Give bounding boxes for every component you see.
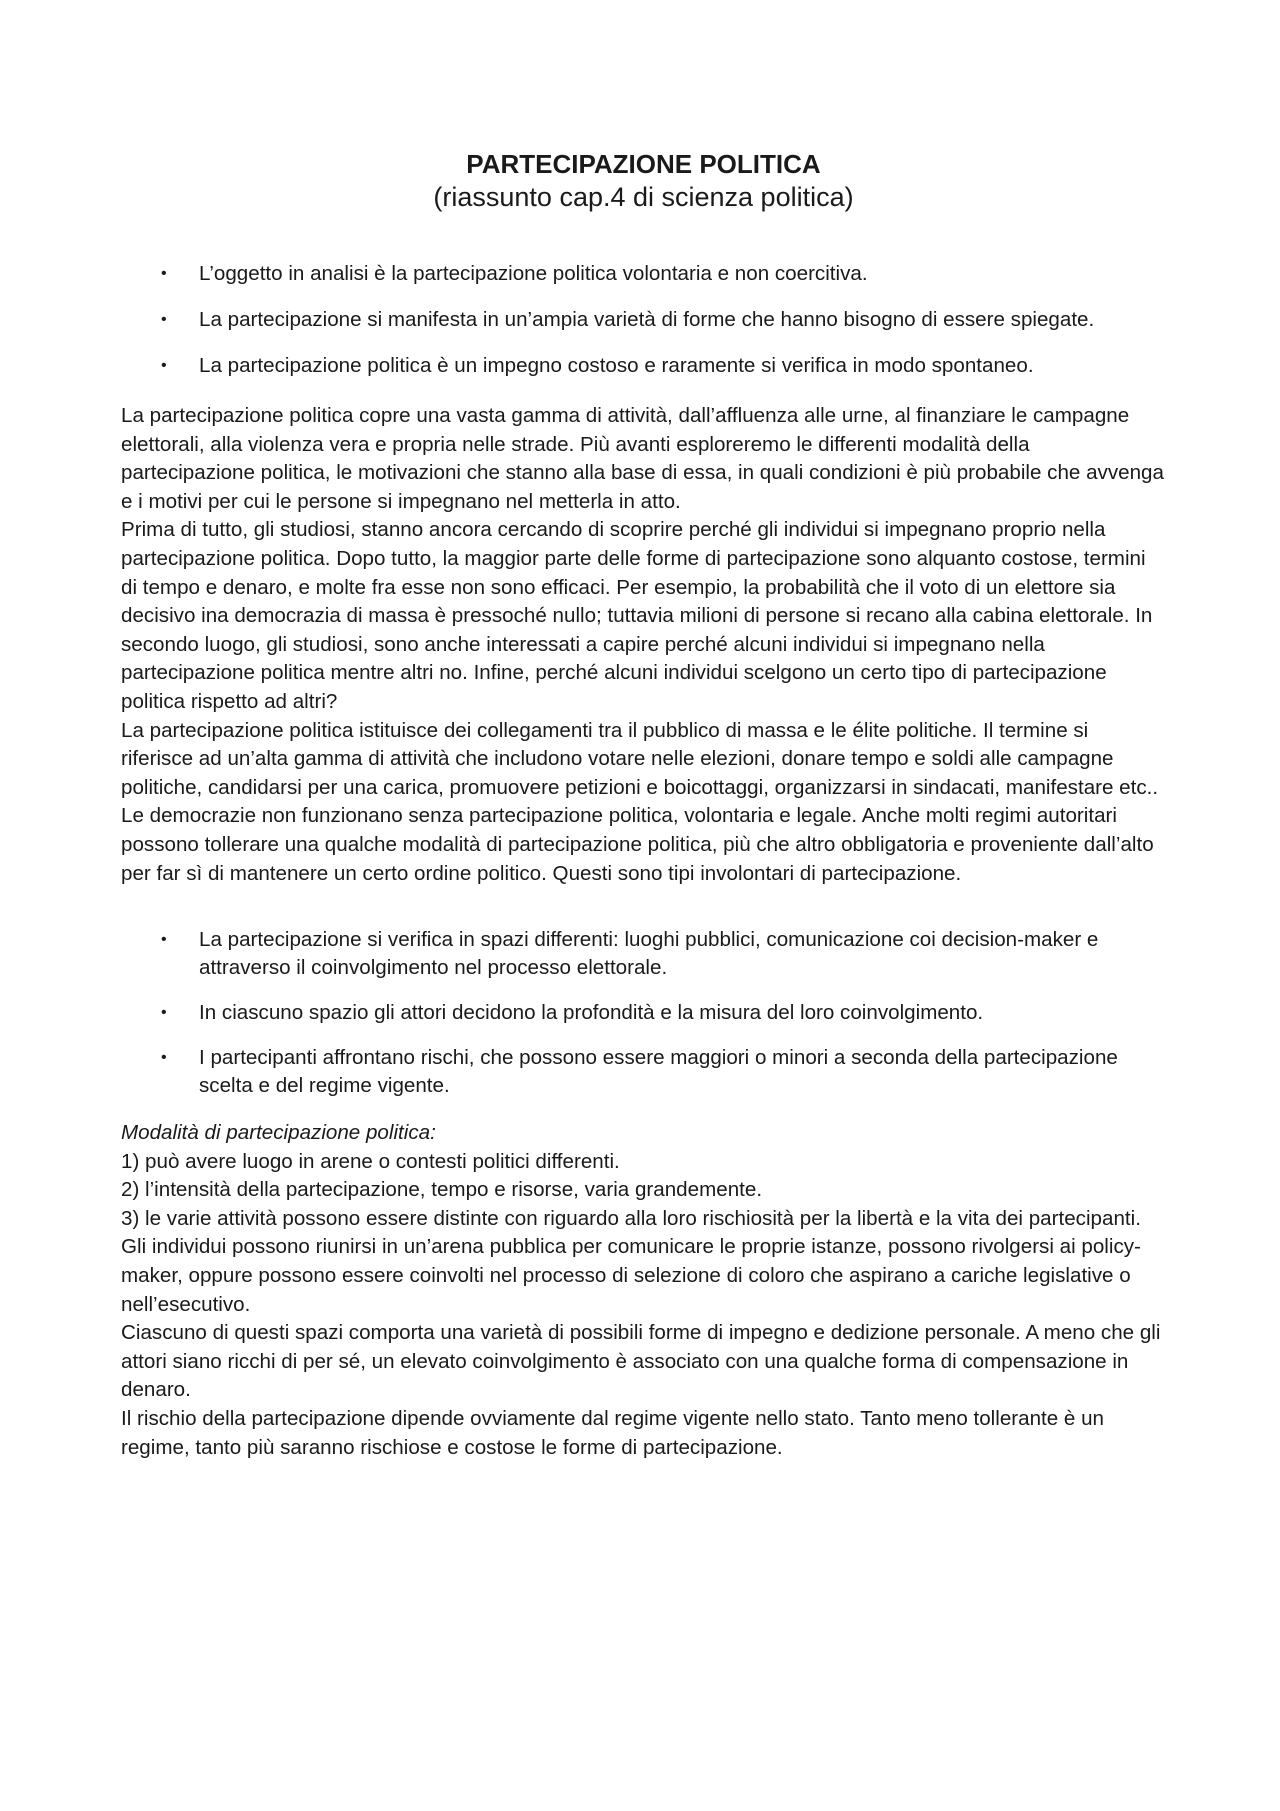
bullet-icon: • xyxy=(161,1004,167,1022)
list-item: • I partecipanti affrontano rischi, che possono essere maggiori o minori a seconda della partecipazione scelta e del regime vigente. xyxy=(161,1046,1118,1098)
page-title: PARTECIPAZIONE POLITICA xyxy=(466,149,821,179)
numbered-item: 1) può avere luogo in arene o contesti politici differenti. xyxy=(121,1149,620,1173)
bullet-list-2 xyxy=(121,926,1166,1100)
paragraph: Gli individui possono riunirsi in un’arena pubblica per comunicare le proprie istanze, possono rivolgersi ai policy-maker, oppure possono essere coinvolti nel processo di selezione di coloro che aspirano a cariche legislative o nell’esecutivo. xyxy=(121,1235,1141,1316)
numbered-item: 2) l’intensità della partecipazione, tempo e risorse, varia grandemente. xyxy=(121,1178,763,1202)
bullet-list-1 xyxy=(121,260,1166,380)
document-page xyxy=(121,148,1166,1462)
list-item: • La partecipazione si verifica in spazi differenti: luoghi pubblici, comunicazione coi decision-maker e attraverso il coinvolgimento nel processo elettorale. xyxy=(161,928,1099,980)
paragraph: Il rischio della partecipazione dipende ovviamente dal regime vigente nello stato. Tanto meno tollerante è un regime, tanto più saranno rischiose e costose le forme di partecipazione. xyxy=(121,1407,1105,1459)
paragraph: La partecipazione politica copre una vasta gamma di attività, dall’affluenza alle urne, al finanziare le campagne elettorali, alla violenza vera e propria nelle strade. Più avanti esploreremo le differenti modalità della partecipazione politica, le motivazioni che stanno alla base di essa, in quali condizioni è più probabile che avvenga e i motivi per cui le persone si impegnano nel metterla in atto. xyxy=(121,404,1164,513)
paragraph: Ciascuno di questi spazi comporta una varietà di possibili forme di impegno e dedizione personale. A meno che gli attori siano ricchi di per sé, un elevato coinvolgimento è associato con una qualche forma di compensazione in denaro. xyxy=(121,1321,1161,1402)
bullet-icon: • xyxy=(161,1049,167,1067)
bullet-icon: • xyxy=(161,357,167,374)
page-subtitle: (riassunto cap.4 di scienza politica) xyxy=(433,182,854,212)
section-heading: Modalità di partecipazione politica: xyxy=(121,1121,436,1145)
list-item: • La partecipazione si manifesta in un’ampia varietà di forme che hanno bisogno di essere spiegate. xyxy=(199,306,1166,334)
bullet-icon: • xyxy=(161,311,167,328)
paragraph: La partecipazione politica istituisce dei collegamenti tra il pubblico di massa e le élite politiche. Il termine si riferisce ad un’alta gamma di attività che includono votare nelle elezioni, donare tempo e soldi alle campagne politiche, candidarsi per una carica, promuovere petizioni e boicottaggi, organizzarsi in sindacati, manifestare etc.. xyxy=(121,718,1159,799)
paragraph: Prima di tutto, gli studiosi, stanno ancora cercando di scoprire perché gli individui si impegnano proprio nella partecipazione politica. Dopo tutto, la maggior parte delle forme di partecipazione sono alquanto costose, termini di tempo e denaro, e molte fra esse non sono efficaci. Per esempio, la probabilità che il voto di un elettore sia decisivo ina democrazia di massa è pressoché nullo; tuttavia milioni di persone si recano alla cabina elettorale. In secondo luogo, gli studiosi, sono anche interessati a capire perché alcuni individui si impegnano nella partecipazione politica mentre altri no. Infine, perché alcuni individui scelgono un certo tipo di partecipazione politica rispetto ad altri? xyxy=(121,518,1153,713)
list-item: • L’oggetto in analisi è la partecipazione politica volontaria e non coercitiva. xyxy=(199,260,1166,288)
bullet-icon: • xyxy=(161,265,167,282)
bullet-icon: • xyxy=(161,931,167,949)
numbered-item: 3) le varie attività possono essere distinte con riguardo alla loro rischiosità per la libertà e la vita dei partecipanti. xyxy=(121,1206,1141,1230)
list-item: • La partecipazione politica è un impegno costoso e raramente si verifica in modo spontaneo. xyxy=(199,352,1166,380)
paragraph: Le democrazie non funzionano senza partecipazione politica, volontaria e legale. Anche molti regimi autoritari possono tollerare una qualche modalità di partecipazione politica, più che altro obbligatoria e proveniente dall’alto per far sì di mantenere un certo ordine politico. Questi sono tipi involontari di partecipazione. xyxy=(121,804,1154,885)
list-item: • In ciascuno spazio gli attori decidono la profondità e la misura del loro coinvolgimento. xyxy=(199,999,1166,1027)
